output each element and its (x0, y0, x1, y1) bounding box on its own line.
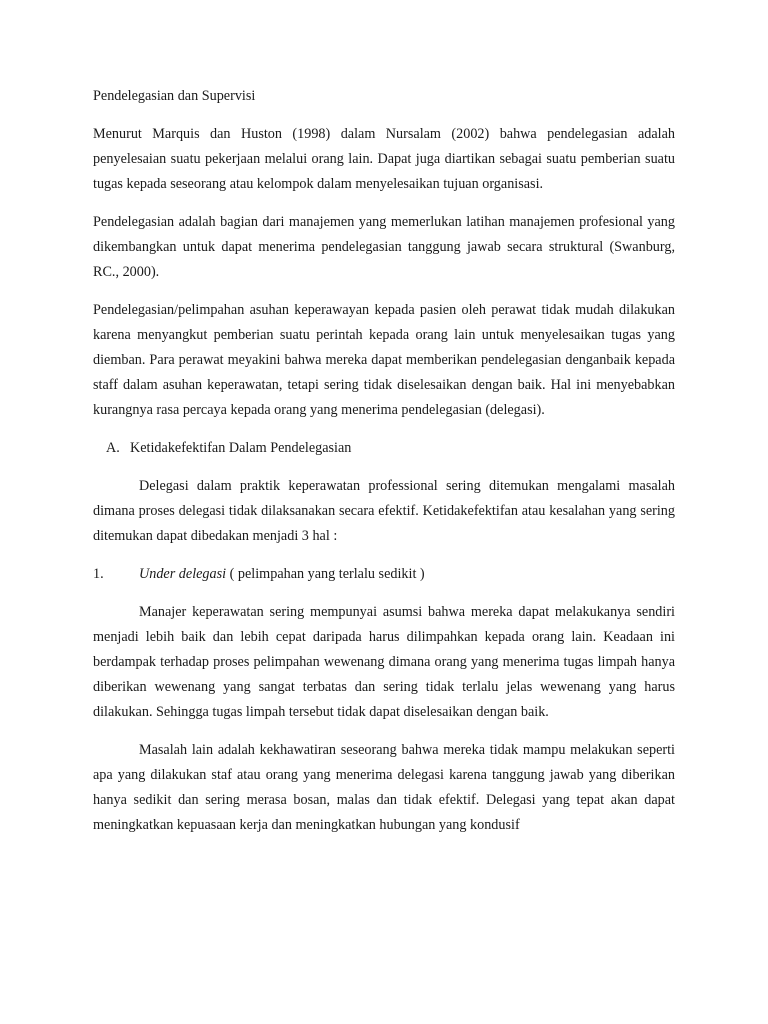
intro-paragraph-2: Pendelegasian adalah bagian dari manajemen yang memerlukan latihan manajemen profesional yang dikembangkan untuk dapat menerima pendelegasian tanggung jawab secara struktural (Swanburg, RC., 2000). (93, 214, 675, 280)
section-a-paragraph: Delegasi dalam praktik keperawatan professional sering ditemukan mengalami masalah dimana proses delegasi tidak dilaksanakan secara efektif. Ketidakefektifan atau kesalahan yang sering ditemukan dapat dibedakan menjadi 3 hal : (93, 478, 675, 544)
list-item-1-number: 1. (93, 566, 104, 582)
list-item-1-description: ( pelimpahan yang terlalu sedikit ) (226, 566, 425, 582)
list-item-1-paragraph-2: Masalah lain adalah kekhawatiran seseorang bahwa mereka tidak mampu melakukan seperti apa yang dilakukan staf atau orang yang menerima delegasi karena tanggung jawab yang diberikan hanya sedikit dan sering merasa bosan, malas dan tidak efektif. Delegasi yang tepat akan dapat meningkatkan kepuasaan kerja dan meningkatkan hubungan yang kondusif (93, 742, 675, 833)
document-page (93, 84, 675, 851)
intro-paragraph-3: Pendelegasian/pelimpahan asuhan keperawayan kepada pasien oleh perawat tidak mudah dilakukan karena menyangkut pemberian suatu perintah kepada orang lain untuk menyelesaikan tugas yang diemban. Para perawat meyakini bahwa mereka dapat memberikan pendelegasian denganbaik kepada staff dalam asuhan keperawatan, tetapi sering tidak diselesaikan dengan baik. Hal ini menyebabkan kurangnya rasa percaya kepada orang yang menerima pendelegasian (delegasi). (93, 302, 675, 418)
section-a-title: Ketidakefektifan Dalam Pendelegasian (130, 440, 352, 456)
document-title: Pendelegasian dan Supervisi (93, 88, 256, 104)
intro-paragraph-1: Menurut Marquis dan Huston (1998) dalam Nursalam (2002) bahwa pendelegasian adalah penyelesaian suatu pekerjaan melalui orang lain. Dapat juga diartikan sebagai suatu pemberian suatu tugas kepada seseorang atau kelompok dalam menyelesaikan tujuan organisasi. (93, 126, 675, 192)
list-item-1-heading (93, 562, 675, 587)
section-a-heading (93, 436, 675, 461)
list-item-1-term: Under delegasi (139, 566, 227, 582)
list-item-1-paragraph-1: Manajer keperawatan sering mempunyai asumsi bahwa mereka dapat melakukanya sendiri menjadi lebih baik dan lebih cepat daripada harus dilimpahkan kepada orang lain. Keadaan ini berdampak terhadap proses pelimpahan wewenang dimana orang yang menerima tugas limpah hanya diberikan wewenang yang sangat terbatas dan sering tidak terlalu jelas wewenang yang harus dilakukan. Sehingga tugas limpah tersebut tidak dapat diselesaikan dengan baik. (93, 604, 675, 720)
section-a-marker: A. (106, 440, 120, 456)
